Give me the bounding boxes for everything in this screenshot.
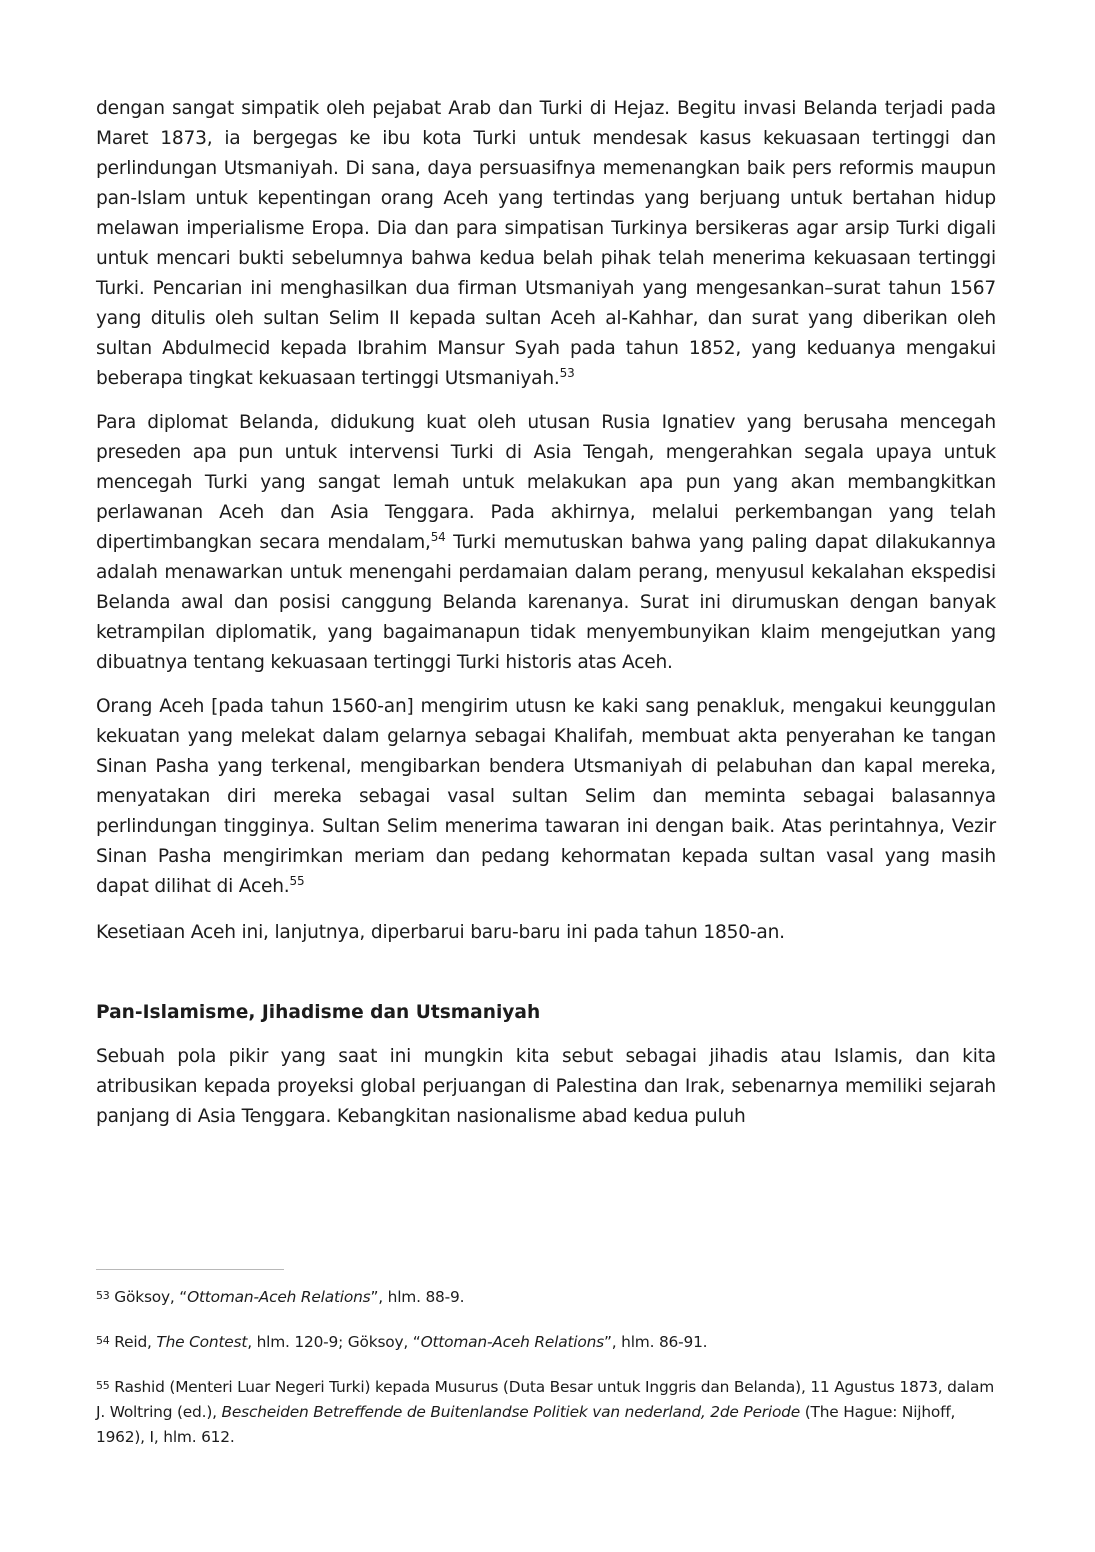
footnote-text: ”, hlm. 86-91. bbox=[603, 1333, 708, 1351]
footnote-text: Reid, bbox=[109, 1333, 157, 1351]
footnote-53 bbox=[96, 1285, 996, 1310]
footnote-text: ”, hlm. 88-9. bbox=[370, 1288, 465, 1306]
footnote-divider bbox=[96, 1269, 284, 1270]
footnote-title: Ottoman-Aceh Relations bbox=[187, 1288, 371, 1306]
footnote-text: , hlm. 120-9; Göksoy, “ bbox=[247, 1333, 421, 1351]
footnote-54 bbox=[96, 1330, 996, 1355]
block-quote bbox=[96, 692, 996, 902]
footnote-text: (The Hague: Nijhoff, 1962), I, hlm. 612. bbox=[96, 1403, 956, 1446]
page-body bbox=[96, 94, 996, 1132]
footnote-ref-54[interactable]: 54 bbox=[430, 529, 446, 544]
paragraph-2-text-a: Para diplomat Belanda, didukung kuat oleh utusan Rusia Ignatiev yang berusaha mencegah preseden apa pun untuk intervensi Turki di Asia Tengah, mengerahkan segala upaya untuk mencegah Turki yang sangat lemah untuk melakukan apa pun yang akan membangkitkan perlawanan Aceh dan Asia Tenggara. Pada akhirnya, melalui perkembangan yang telah dipertimbangkan secara mendalam, bbox=[96, 412, 996, 553]
footnote-text: Göksoy, “ bbox=[109, 1288, 188, 1306]
footnote-text: Rashid (Menteri Luar Negeri Turki) kepada Musurus (Duta Besar untuk Inggris dan Belanda), 11 Agustus 1873, dalam J. Woltring (ed.), bbox=[96, 1378, 995, 1421]
block-quote-text: Orang Aceh [pada tahun 1560-an] mengirim utusn ke kaki sang penakluk, mengakui keunggulan kekuatan yang melekat dalam gelarnya sebagai Khalifah, membuat akta penyerahan ke tangan Sinan Pasha yang terkenal, mengibarkan bendera Utsmaniyah di pelabuhan dan kapal mereka, menyatakan diri mereka sebagai vasal sultan Selim dan meminta sebagai balasannya perlindungan tingginya. Sultan Selim menerima tawaran ini dengan baik. Atas perintahnya, Vezir Sinan Pasha mengirimkan meriam dan pedang kehormatan kepada sultan vasal yang masih dapat dilihat di Aceh. bbox=[96, 696, 996, 897]
section-heading: Pan-Islamisme, Jihadisme dan Utsmaniyah bbox=[96, 1002, 541, 1023]
footnote-title: The Contest bbox=[156, 1333, 248, 1351]
paragraph-1-text: dengan sangat simpatik oleh pejabat Arab dan Turki di Hejaz. Begitu invasi Belanda terjadi pada Maret 1873, ia bergegas ke ibu kota Turki untuk mendesak kasus kekuasaan tertinggi dan perlindungan Utsmaniyah. Di sana, daya persuasifnya memenangkan baik pers reformis maupun pan-Islam untuk kepentingan orang Aceh yang tertindas yang berjuang untuk bertahan hidup melawan imperialisme Eropa. Dia dan para simpatisan Turkinya bersikeras agar arsip Turki digali untuk mencari bukti sebelumnya bahwa kedua belah pihak telah menerima kekuasaan tertinggi Turki. Pencarian ini menghasilkan dua firman Utsmaniyah yang mengesankan–surat tahun 1567 yang ditulis oleh sultan Selim II kepada sultan Aceh al-Kahhar, dan surat yang diberikan oleh sultan Abdulmecid kepada Ibrahim Mansur Syah pada tahun 1852, yang keduanya mengakui beberapa tingkat kekuasaan tertinggi Utsmaniyah. bbox=[96, 98, 996, 389]
footnote-number: 55 bbox=[96, 1379, 110, 1392]
footnote-55 bbox=[96, 1375, 996, 1450]
paragraph-2 bbox=[96, 408, 996, 678]
footnote-title: Ottoman-Aceh Relations bbox=[420, 1333, 604, 1351]
footnote-number: 54 bbox=[96, 1334, 110, 1347]
paragraph-1 bbox=[96, 94, 996, 394]
footnote-title: Bescheiden Betreffende de Buitenlandse Politiek van nederland, 2de Periode bbox=[221, 1403, 800, 1421]
paragraph-4: Kesetiaan Aceh ini, lanjutnya, diperbarui baru-baru ini pada tahun 1850-an. bbox=[96, 922, 785, 943]
paragraph-2-text-b: Turki memutuskan bahwa yang paling dapat dilakukannya adalah menawarkan untuk menengahi perdamaian dalam perang, menyusul kekalahan ekspedisi Belanda awal dan posisi canggung Belanda karenanya. Surat ini dirumuskan dengan banyak ketrampilan diplomatik, yang bagaimanapun tidak menyembunyikan klaim mengejutkan yang dibuatnya tentang kekuasaan tertinggi Turki historis atas Aceh. bbox=[96, 532, 996, 673]
footnote-ref-55[interactable]: 55 bbox=[289, 873, 305, 888]
footnotes bbox=[96, 1285, 996, 1470]
footnote-number: 53 bbox=[96, 1289, 110, 1302]
paragraph-5: Sebuah pola pikir yang saat ini mungkin kita sebut sebagai jihadis atau Islamis, dan kita atribusikan kepada proyeksi global perjuangan di Palestina dan Irak, sebenarnya memiliki sejarah panjang di Asia Tenggara. Kebangkitan nasionalisme abad kedua puluh bbox=[96, 1046, 996, 1127]
footnote-ref-53[interactable]: 53 bbox=[559, 365, 575, 380]
